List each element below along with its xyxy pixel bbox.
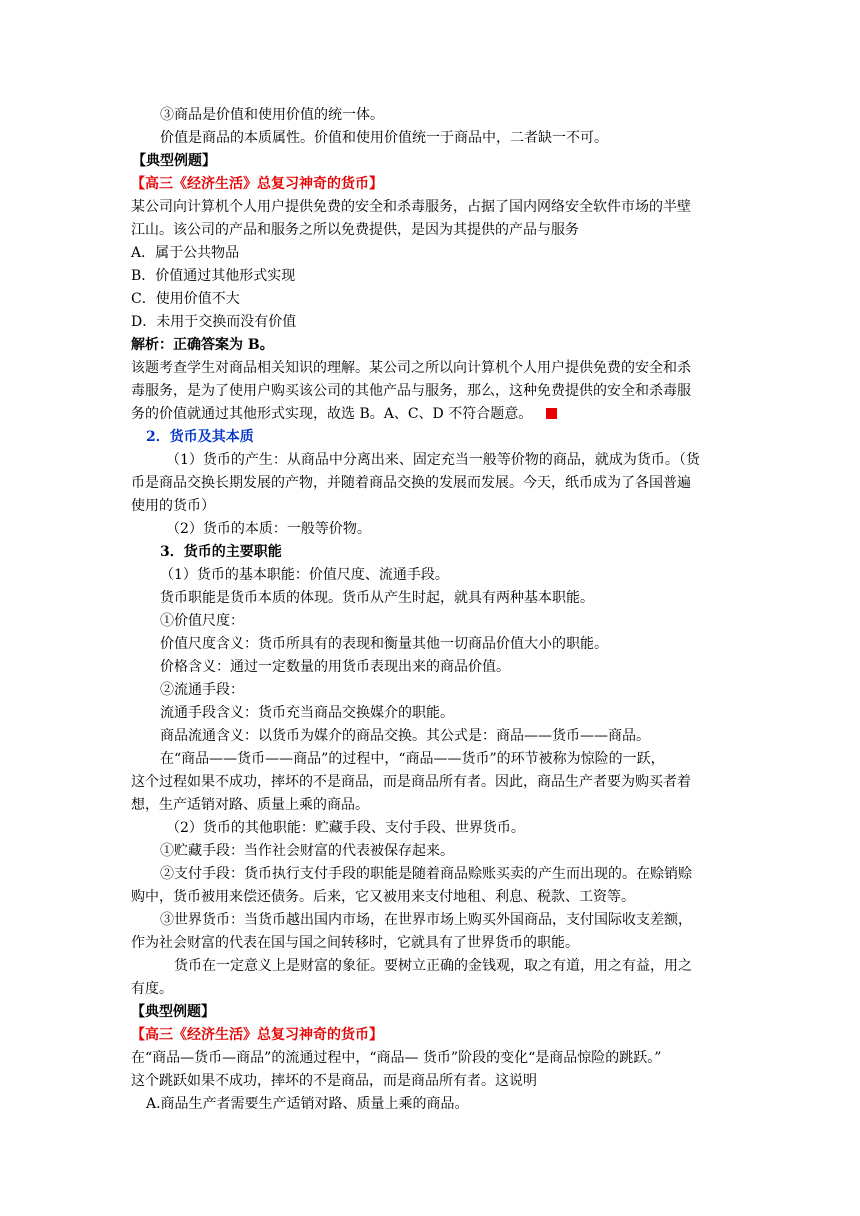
text-line: 货币职能是货币本质的体现。货币从产生时起，就具有两种基本职能。 (160, 590, 594, 606)
option-d: D．未用于交换而没有价值 (131, 314, 297, 330)
option-b: B．价值通过其他形式实现 (131, 268, 296, 284)
analysis-text: 务的价值就通过其他形式实现，故选 B。A、C、D 不符合题意。 (131, 406, 533, 422)
option-a: A.商品生产者需要生产适销对路、质量上乘的商品。 (146, 1096, 469, 1112)
text-line: 价格含义：通过一定数量的用货币表现出来的商品价值。 (160, 659, 510, 675)
analysis-answer: 解析：正确答案为 B。 (131, 337, 274, 353)
example-source-link[interactable]: 【高三《经济生活》总复习神奇的货币】 (131, 176, 383, 192)
text-line: 货币在一定意义上是财富的象征。要树立正确的金钱观，取之有道，用之有益，用之 (174, 958, 692, 974)
question-text: 某公司向计算机个人用户提供免费的安全和杀毒服务，占据了国内网络安全软件市场的半壁 (131, 199, 691, 215)
text-line: 作为社会财富的代表在国与国之间转移时，它就具有了世界货币的职能。 (131, 935, 579, 951)
analysis-text: 该题考查学生对商品相关知识的理解。某公司之所以向计算机个人用户提供免费的安全和杀 (131, 360, 691, 376)
question-text: 这个跳跃如果不成功，摔坏的不是商品，而是商品所有者。这说明 (131, 1073, 537, 1089)
question-text: 江山。该公司的产品和服务之所以免费提供，是因为其提供的产品与服务 (131, 222, 579, 238)
end-square-icon (546, 408, 557, 419)
text-line: ②流通手段： (160, 682, 244, 698)
text-line: 商品流通含义：以货币为媒介的商品交换。其公式是：商品——货币——商品。 (160, 728, 650, 744)
example-source-link[interactable]: 【高三《经济生活》总复习神奇的货币】 (131, 1027, 383, 1043)
analysis-text: 毒服务，是为了使用户购买该公司的其他产品与服务，那么，这种免费提供的安全和杀毒服 (131, 383, 691, 399)
section-heading-example: 【典型例题】 (132, 153, 216, 169)
text-line: （1）货币的产生：从商品中分离出来、固定充当一般等价物的商品，就成为货币。（货 (166, 452, 700, 468)
text-line: 使用的货币） (131, 498, 215, 514)
section-heading-functions: 3．货币的主要职能 (160, 544, 282, 560)
text-line: （1）货币的基本职能：价值尺度、流通手段。 (160, 567, 449, 583)
option-a: A．属于公共物品 (131, 245, 240, 261)
text-line: （2）货币的本质：一般等价物。 (166, 521, 371, 537)
text-line: 价值尺度含义：货币所具有的表现和衡量其他一切商品价值大小的职能。 (160, 636, 608, 652)
text-line: 在“商品——货币——商品”的过程中，“商品——货币”的环节被称为惊险的一跃， (160, 751, 665, 767)
text-line: （2）货币的其他职能：贮藏手段、支付手段、世界货币。 (166, 820, 525, 836)
text-line: 购中，货币被用来偿还债务。后来，它又被用来支付地租、利息、税款、工资等。 (131, 889, 635, 905)
text-line: ②支付手段：货币执行支付手段的职能是随着商品赊账买卖的产生而出现的。在赊销赊 (160, 866, 692, 882)
text-line: 价值是商品的本质属性。价值和使用价值统一于商品中，二者缺一不可。 (160, 130, 608, 146)
text-line: 有度。 (131, 981, 173, 997)
text-line: ③商品是价值和使用价值的统一体。 (160, 107, 384, 123)
text-line: 流通手段含义：货币充当商品交换媒介的职能。 (160, 705, 454, 721)
text-line: ①贮藏手段：当作社会财富的代表被保存起来。 (160, 843, 454, 859)
text-line: 想，生产适销对路、质量上乘的商品。 (131, 797, 369, 813)
option-c: C．使用价值不大 (131, 291, 240, 307)
question-text: 在“商品—货币—商品”的流通过程中，“商品— 货币”阶段的变化“是商品惊险的跳跃。” (131, 1050, 662, 1066)
text-line: ①价值尺度： (160, 613, 244, 629)
text-line: 币是商品交换长期发展的产物，并随着商品交换的发展而发展。今天，纸币成为了各国普遍 (131, 475, 691, 491)
text-line: 这个过程如果不成功，摔坏的不是商品，而是商品所有者。因此，商品生产者要为购买者着 (131, 774, 691, 790)
analysis-text-last (131, 403, 557, 425)
section-heading-example: 【典型例题】 (131, 1004, 215, 1020)
text-line: ③世界货币：当货币越出国内市场，在世界市场上购买外国商品，支付国际收支差额， (160, 912, 692, 928)
section-heading-money: 2．货币及其本质 (146, 429, 254, 445)
